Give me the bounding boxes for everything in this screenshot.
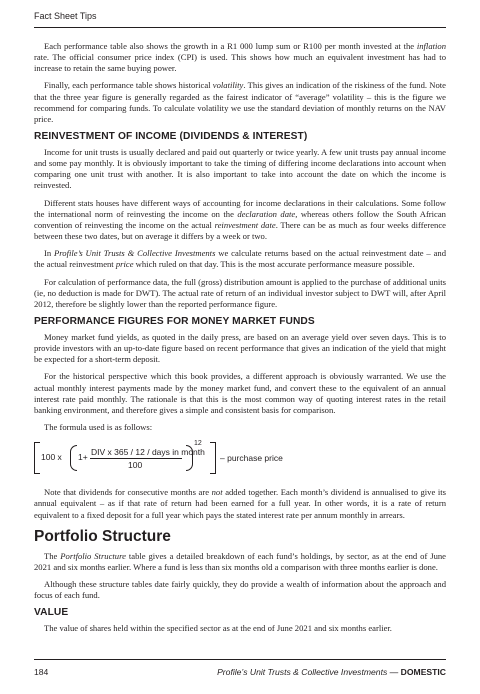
heading-reinvestment: REINVESTMENT OF INCOME (DIVIDENDS & INTEREST) [34,131,308,143]
body-content [34,41,446,641]
paragraph-dwt: For calculation of performance data, the full (gross) distribution amount is applied to the purchase of additional units (ie, no deduction is made for DWT). The actual rate of return of an individual investor subject to DWT will, after April 2012, therefore be slightly lower than the reported performance figure. [34,276,446,309]
formula-numerator: DIV x 365 / 12 / days in month [91,447,205,458]
text: Different stats houses have different ways of accounting for income declarations in their calculations. Some follow the international norm of reinvesting the income on the [34,197,446,219]
emphasis-portfolio-structure: Portfolio Structure [60,550,126,561]
formula-exponent: 12 [194,440,202,448]
text: . There can be as much as four weeks difference between these two dates, but on average it differs by a week or two. [34,219,446,241]
emphasis-book-title: Profile’s Unit Trusts & Collective Investments [54,248,216,259]
text: The [44,550,61,561]
text: , whereas others follow the South African convention of reinvesting the income on the actual [34,208,446,230]
paragraph-profile-method [34,248,446,270]
running-footer [217,667,446,677]
paragraph-value: The value of shares held within the specified sector as at the end of June 2021 and six months earlier. [44,623,392,634]
emphasis-declaration-date: declaration date [237,208,296,219]
formula-one-plus: 1+ [78,452,88,463]
footer-section: DOMESTIC [400,667,446,677]
text: Note that dividends for consecutive months are [44,487,212,498]
text: we calculate returns based on the actual reinvestment date – and the actual reinvestment [34,248,446,270]
emphasis-not: not [211,487,223,498]
emphasis-volatility: volatility [212,80,244,91]
header-divider [34,27,446,28]
formula-suffix: – purchase price [220,453,283,464]
page-number: 184 [34,667,49,677]
formula-fraction-bar [90,458,182,459]
paragraph-historical: For the historical perspective which this book provides, a different approach is obviously warranted. We use the actual monthly interest payments made by the money market fund, and convert these to the equivalent of an annual interest rate paid monthly. The rationale is that this is the most common way of quoting interest rates in the retail banking environment, and therefore gives a simple and consistent basis for comparison. [34,371,446,415]
formula-left-paren [70,445,77,471]
text: Finally, each performance table shows historical [44,80,213,91]
footer-divider [34,659,446,660]
heading-money-market: PERFORMANCE FIGURES FOR MONEY MARKET FUNDS [34,316,315,327]
paragraph-structure-tables: Although these structure tables date fairly quickly, they do provide a wealth of information about the approach and focus of each fund. [34,578,446,601]
footer-book-title: Profile’s Unit Trusts & Collective Investments — [217,667,401,677]
text: rate. The official consumer price index (CPI) is used. This shows how much an equivalent investment has had to increase to retain the same buying power. [34,52,446,74]
paragraph-volatility [34,80,446,124]
paragraph-income-timing: Income for unit trusts is usually declared and paid out quarterly or twice yearly. A few unit trusts pay annual income and some pay monthly. It is obviously important to take the timing of differing income declarations into account when comparing one unit trust with another. It is also important to take into account the date on which the income is reinvested. [34,147,446,191]
formula-prefix: 100 x [41,452,62,463]
text: Each performance table also shows the growth in a R1 000 lump sum or R100 per month invested at the [44,41,417,51]
text: added together. Each month’s dividend is annualised to give its annual equivalent – as if that rate of return had been earned for a full year. In other words, it is a rate of return equivalent to a fixed deposit for a full year which pays the stated interest rate per annum monthly in arrears. [34,487,446,520]
text: In [44,248,55,259]
heading-portfolio-structure: Portfolio Structure [34,527,171,545]
formula-denominator: 100 [128,460,143,471]
formula-right-paren [186,445,193,471]
yield-formula [34,439,446,479]
paragraph-portfolio-table [34,551,446,573]
emphasis-inflation: inflation [416,41,446,51]
heading-value: VALUE [34,607,69,619]
text: which ruled on that day. This is the most accurate performance measure possible. [133,259,415,270]
paragraph-dividends-note [34,487,446,520]
running-header: Fact Sheet Tips [34,11,97,21]
emphasis-price: price [115,259,134,270]
paragraph-formula-intro: The formula used is as follows: [44,422,153,433]
emphasis-reinvestment-date: reinvestment date [214,219,276,230]
formula-right-bracket [210,442,216,474]
paragraph-stats-houses [34,198,446,242]
text: . This gives an indication of the riskiness of the fund. Note that the three year figure is generally regarded as the fairest indicator of “average” volatility – this is the figure we recommend for comparing funds. To calculate volatility we use the standard deviation of monthly returns on the NAV price. [34,80,446,124]
paragraph-yields: Money market fund yields, as quoted in the daily press, are based on an average yield over seven days. This is to provide investors with an up-to-date figure based on recent performance that gives an indication of the yield that might be expected for a short-term deposit. [34,332,446,365]
text: table gives a detailed breakdown of each fund’s holdings, by sector, as at the end of June 2021 and six months earlier. Where a fund is less than six months old a comparison with three months earlier is done. [34,550,446,572]
formula-left-bracket [34,442,40,474]
paragraph-inflation [34,41,446,74]
